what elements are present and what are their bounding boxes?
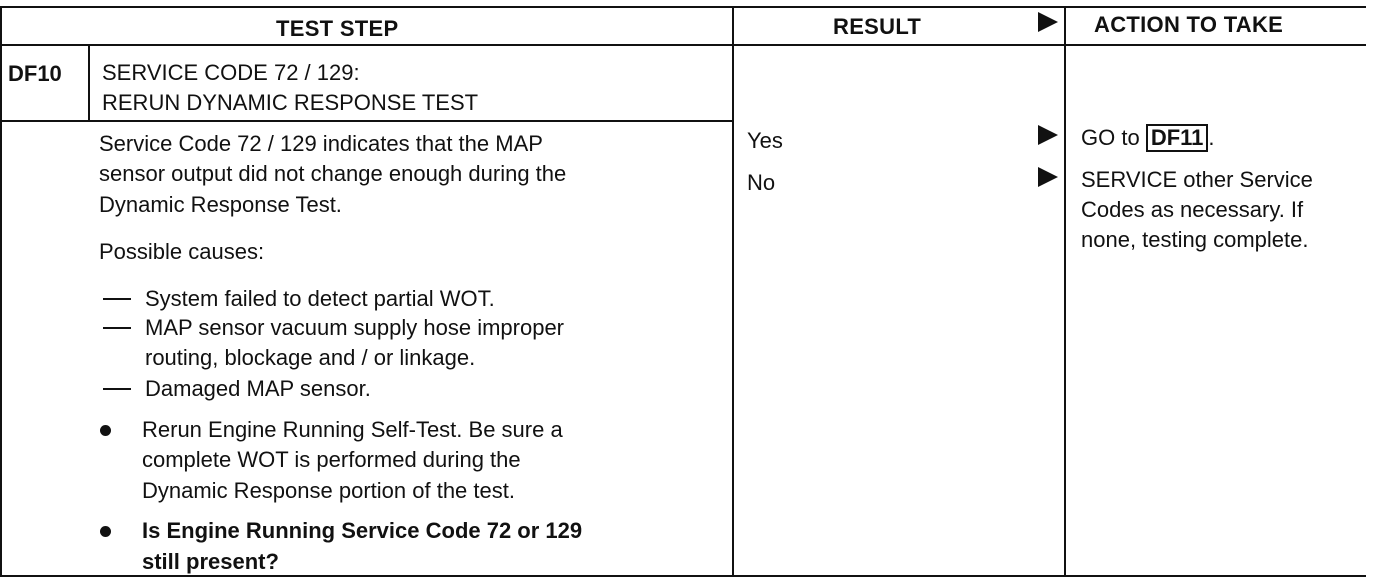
description-line: sensor output did not change enough during the xyxy=(99,161,567,186)
action-yes-suffix: . xyxy=(1208,125,1215,150)
step-id: DF10 xyxy=(8,61,62,86)
action-no-line: none, testing complete. xyxy=(1081,227,1309,252)
question-line: still present? xyxy=(142,549,279,574)
description-line: Dynamic Response Test. xyxy=(99,192,342,217)
cause-item: MAP sensor vacuum supply hose improper xyxy=(145,315,565,340)
result-yes-arrow-icon xyxy=(1038,125,1058,145)
column-divider-result xyxy=(732,6,734,577)
action-yes xyxy=(1081,122,1215,153)
df11-link[interactable]: DF11 xyxy=(1146,124,1209,152)
cause-item: Damaged MAP sensor. xyxy=(145,376,371,401)
table-left-border xyxy=(0,6,2,577)
action-no-line: Codes as necessary. If xyxy=(1081,197,1304,222)
cause-dash-icon xyxy=(103,388,131,390)
cause-dash-icon xyxy=(103,327,131,329)
table-top-border xyxy=(0,6,1366,8)
header-result: RESULT xyxy=(833,14,922,39)
header-test-step: TEST STEP xyxy=(276,16,399,41)
description-line: Service Code 72 / 129 indicates that the MAP xyxy=(99,131,543,156)
possible-causes-heading: Possible causes: xyxy=(99,239,265,264)
result-no: No xyxy=(747,170,776,195)
column-divider-action xyxy=(1064,6,1066,577)
cause-item: System failed to detect partial WOT. xyxy=(145,286,495,311)
result-no-arrow-icon xyxy=(1038,167,1058,187)
header-action-to-take: ACTION TO TAKE xyxy=(1094,12,1284,37)
result-yes: Yes xyxy=(747,128,783,153)
instruction-line: Dynamic Response portion of the test. xyxy=(142,478,515,503)
bullet-icon xyxy=(100,425,111,436)
instruction-line: complete WOT is performed during the xyxy=(142,447,521,472)
step-title-bottom-border xyxy=(0,120,734,122)
question-line: Is Engine Running Service Code 72 or 129 xyxy=(142,518,583,543)
step-id-divider xyxy=(88,44,90,122)
instruction-line: Rerun Engine Running Self-Test. Be sure a xyxy=(142,417,563,442)
action-yes-prefix: GO to xyxy=(1081,125,1140,150)
header-bottom-border xyxy=(0,44,1366,46)
step-title-line-1: SERVICE CODE 72 / 129: xyxy=(102,60,360,85)
action-no-line: SERVICE other Service xyxy=(1081,167,1313,192)
header-arrow-icon xyxy=(1038,12,1058,32)
cause-item-continuation: routing, blockage and / or linkage. xyxy=(145,345,476,370)
step-title-line-2: RERUN DYNAMIC RESPONSE TEST xyxy=(102,90,479,115)
cause-dash-icon xyxy=(103,298,131,300)
bullet-icon xyxy=(100,526,111,537)
